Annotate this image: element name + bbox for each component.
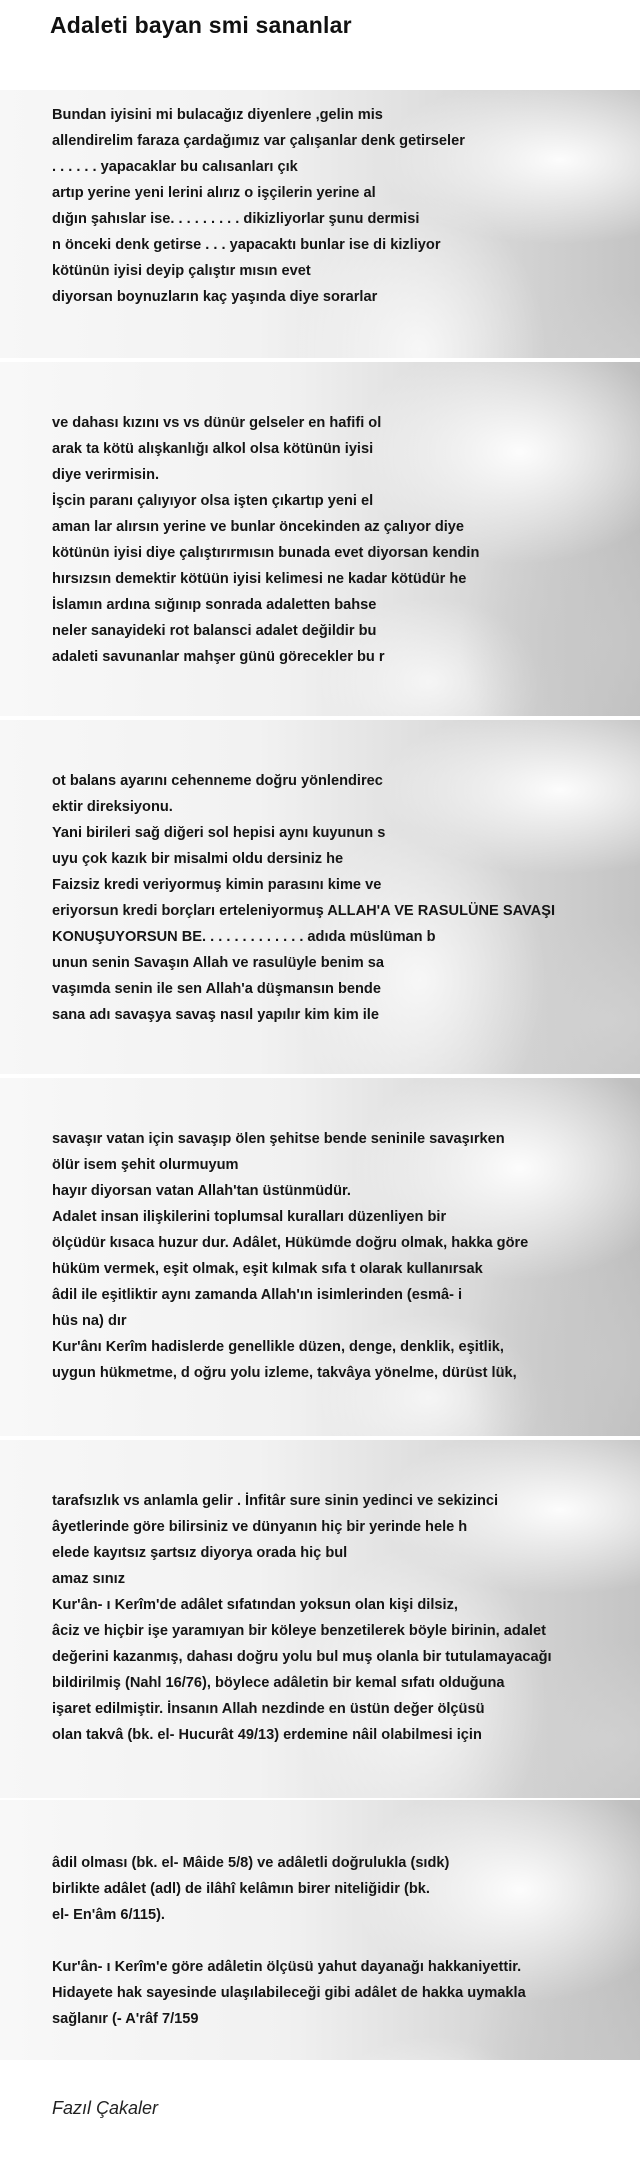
text-panel-1: [0, 90, 640, 358]
text-line: . . . . . . yapacaklar bu calısanları çık: [52, 159, 298, 175]
paragraph: [52, 1850, 634, 2032]
text-line: diye verirmisin.: [52, 467, 160, 483]
text-line: işaret edilmiştir. İnsanın Allah nezdinde en üstün değer ölçüsü: [52, 1701, 485, 1717]
text-line: vaşımda senin ile sen Allah'a düşmansın bende: [52, 981, 381, 997]
text-line: Kur'ânı Kerîm hadislerde genellikle düzen, denge, denklik, eşitlik,: [52, 1339, 504, 1355]
text-line: değerini kazanmış, dahası doğru yolu bul muş olanla bir tutulamayacağı: [52, 1649, 552, 1665]
text-line: İslamın ardına sığınıp sonrada adaletten bahse: [52, 597, 377, 613]
text-line: unun senin Savaşın Allah ve rasulüyle benim sa: [52, 955, 384, 971]
text-line: Adalet insan ilişkilerini toplumsal kuralları düzenliyen bir: [52, 1209, 447, 1225]
text-line: bildirilmiş (Nahl 16/76), böylece adâletin bir kemal sıfatı olduğuna: [52, 1675, 505, 1691]
page-title: Adaleti bayan smi sananlar: [50, 12, 352, 38]
text-line: sana adı savaşya savaş nasıl yapılır kim kim ile: [52, 1007, 379, 1023]
text-line: dığın şahıslar ise. . . . . . . . . dikizliyorlar şunu dermisi: [52, 211, 420, 227]
text-line: âyetlerinde göre bilirsiniz ve dünyanın hiç bir yerinde hele h: [52, 1519, 468, 1535]
text-line: âdil ile eşitliktir aynı zamanda Allah'ın isimlerinden (esmâ- i: [52, 1287, 463, 1303]
text-line: âciz ve hiçbir işe yaramıyan bir köleye benzetilerek böyle birinin, adalet: [52, 1623, 546, 1639]
text-line: Bundan iyisini mi bulacağız diyenlere ,gelin mis: [52, 107, 383, 123]
text-line: birlikte adâlet (adl) de ilâhî kelâmın birer niteliğidir (bk.: [52, 1881, 430, 1897]
text-line: amaz sınız: [52, 1571, 125, 1587]
text-line: diyorsan boynuzların kaç yaşında diye sorarlar: [52, 289, 378, 305]
paragraph: [52, 410, 634, 670]
text-panel-4: [0, 1078, 640, 1436]
text-line: hayır diyorsan vatan Allah'tan üstünmüdür.: [52, 1183, 351, 1199]
text-line: arak ta kötü alışkanlığı alkol olsa kötünün iyisi: [52, 441, 374, 457]
text-line: ve dahası kızını vs vs dünür gelseler en hafifi ol: [52, 415, 382, 431]
text-line: aman lar alırsın yerine ve bunlar öncekinden az çalıyor diye: [52, 519, 465, 535]
text-line: tarafsızlık vs anlamla gelir . İnfitâr sure sinin yedinci ve sekizinci: [52, 1493, 499, 1509]
text-line: eriyorsun kredi borçları erteleniyormuş ALLAH'A VE RASULÜNE SAVAŞI: [52, 903, 556, 919]
text-line: elede kayıtsız şartsız diyorya orada hiç bul: [52, 1545, 348, 1561]
text-line: ölür isem şehit olurmuyum: [52, 1157, 239, 1173]
text-line: olan takvâ (bk. el- Hucurât 49/13) erdemine nâil olabilmesi için: [52, 1727, 482, 1743]
text-line: Kur'ân- ı Kerîm'e göre adâletin ölçüsü yahut dayanağı hakkaniyettir.: [52, 1959, 522, 1975]
paragraph: [52, 1126, 634, 1386]
author-signature: Fazıl Çakaler: [52, 2098, 159, 2118]
text-line: Faizsiz kredi veriyormuş kimin parasını kime ve: [52, 877, 382, 893]
text-line: artıp yerine yeni lerini alırız o işçilerin yerine al: [52, 185, 376, 201]
text-line: ölçüdür kısaca huzur dur. Adâlet, Hükümde doğru olmak, hakka göre: [52, 1235, 529, 1251]
title-bar: [0, 0, 640, 90]
text-line: adaleti savunanlar mahşer günü görecekler bu r: [52, 649, 385, 665]
text-line: hüs na) dır: [52, 1313, 127, 1329]
text-line: el- En'âm 6/115).: [52, 1907, 165, 1923]
text-line: kötünün iyisi deyip çalıştır mısın evet: [52, 263, 311, 279]
text-line: hırsızsın demektir kötüün iyisi kelimesi ne kadar kötüdür he: [52, 571, 467, 587]
text-panel-6: [0, 1800, 640, 2060]
text-line: n önceki denk getirse . . . yapacaktı bunlar ise di kizliyor: [52, 237, 441, 253]
text-panel-2: [0, 362, 640, 716]
text-line: uyu çok kazık bir misalmi oldu dersiniz he: [52, 851, 344, 867]
paragraph: [52, 102, 634, 310]
text-line: ektir direksiyonu.: [52, 799, 173, 815]
text-line: KONUŞUYORSUN BE. . . . . . . . . . . . . adıda müslüman b: [52, 929, 436, 945]
text-panel-5: [0, 1440, 640, 1798]
text-line: neler sanayideki rot balansci adalet değildir bu: [52, 623, 377, 639]
text-line: kötünün iyisi diye çalıştırırmısın bunada evet diyorsan kendin: [52, 545, 480, 561]
text-line: Kur'ân- ı Kerîm'de adâlet sıfatından yoksun olan kişi dilsiz,: [52, 1597, 458, 1613]
text-line: hüküm vermek, eşit olmak, eşit kılmak sıfa t olarak kullanırsak: [52, 1261, 483, 1277]
paragraph: [52, 1488, 634, 1748]
paragraph: [52, 768, 634, 1028]
text-line: Yani birileri sağ diğeri sol hepisi aynı kuyunun s: [52, 825, 386, 841]
text-line: İşcin paranı çalıyıyor olsa işten çıkartıp yeni el: [52, 493, 374, 509]
text-line: [52, 1928, 634, 1954]
text-line: sağlanır (- A'râf 7/159: [52, 2011, 199, 2027]
text-line: uygun hükmetme, d oğru yolu izleme, takvâya yönelme, dürüst lük,: [52, 1365, 517, 1381]
text-panel-3: [0, 720, 640, 1074]
text-line: ot balans ayarını cehenneme doğru yönlendirec: [52, 773, 383, 789]
text-line: allendirelim faraza çardağımız var çalışanlar denk getirseler: [52, 133, 465, 149]
text-line: savaşır vatan için savaşıp ölen şehitse bende seninile savaşırken: [52, 1131, 505, 1147]
text-line: Hidayete hak sayesinde ulaşılabileceği gibi adâlet de hakka uymakla: [52, 1985, 526, 2001]
text-line: âdil olması (bk. el- Mâide 5/8) ve adâletli doğrulukla (sıdk): [52, 1855, 450, 1871]
